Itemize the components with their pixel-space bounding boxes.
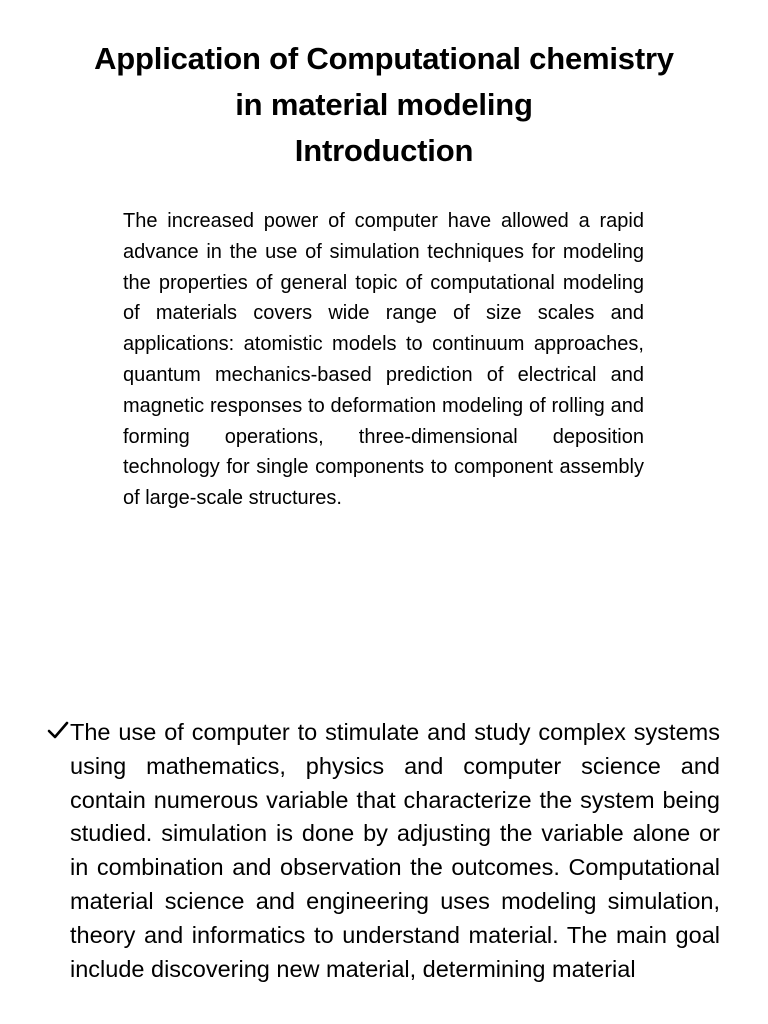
bullet-text: The use of computer to stimulate and study complex systems using mathematics, physics and computer science and contain numerous variable that characterize the system being studied. simulation is done by adjusting the variable alone or in combination and observation the outcomes. Computational material science and engineering uses modeling simulation, theory and informatics to understand material. The main goal include discovering new material, determining material xyxy=(70,719,720,982)
title-line-2: in material modeling xyxy=(235,87,533,122)
section-heading-introduction: Introduction xyxy=(294,133,474,168)
bullet-item xyxy=(46,716,726,986)
page-title xyxy=(0,36,768,174)
title-line-1: Application of Computational chemistry xyxy=(94,41,674,76)
check-icon xyxy=(46,718,70,742)
intro-paragraph: The increased power of computer have allowed a rapid advance in the use of simulation techniques for modeling the properties of general topic of computational modeling of materials covers wide range of size scales and applications: atomistic models to continuum approaches, quantum mechanics-based prediction of electrical and magnetic responses to deformation modeling of rolling and forming operations, three-dimensional deposition technology for single components to component assembly of large-scale structures. xyxy=(123,210,644,510)
